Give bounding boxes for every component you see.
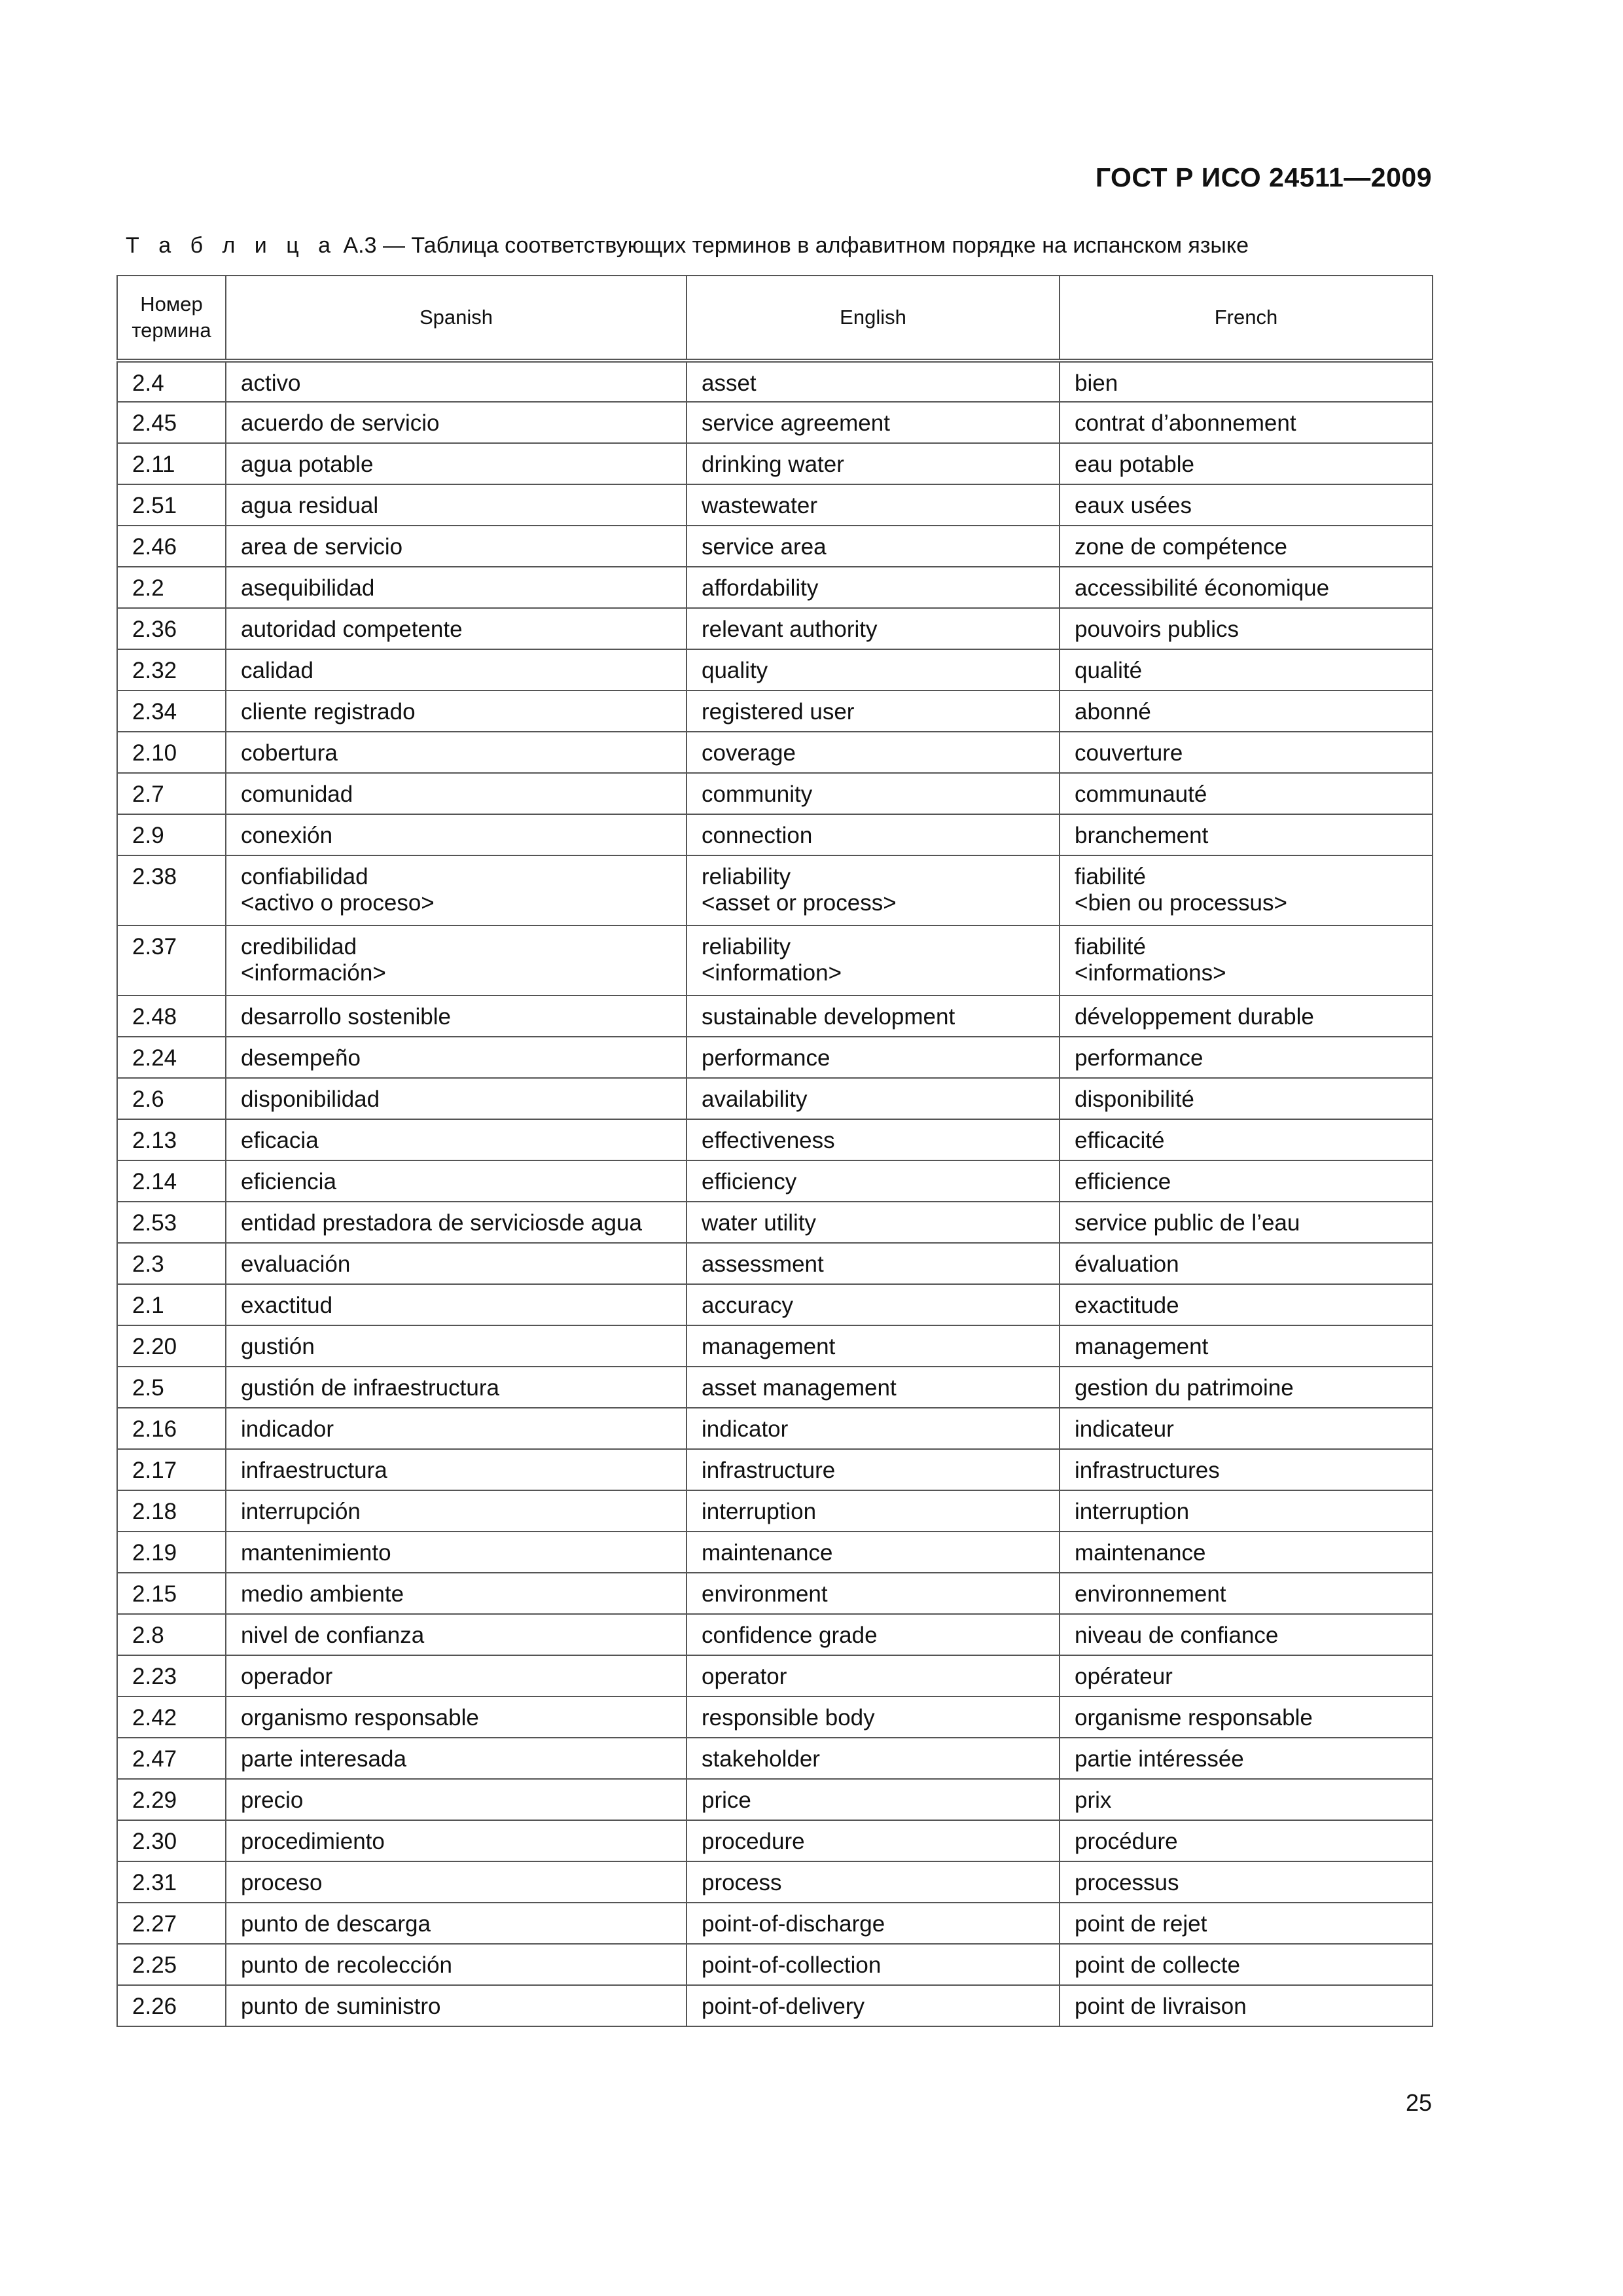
table-row — [117, 1614, 1433, 1655]
table-row — [117, 1037, 1433, 1078]
english-term-cell: community — [687, 773, 1060, 814]
term-number-cell: 2.13 — [117, 1119, 226, 1160]
french-term-cell: opérateur — [1060, 1655, 1433, 1696]
term-number-cell: 2.11 — [117, 443, 226, 484]
spanish-term-cell: punto de suministro — [226, 1985, 687, 2026]
table-row — [117, 1573, 1433, 1614]
term-number-cell: 2.14 — [117, 1160, 226, 1202]
english-term-cell: price — [687, 1779, 1060, 1820]
table-row — [117, 1696, 1433, 1738]
spanish-term-cell: credibilidad <información> — [226, 925, 687, 996]
spanish-term-cell: entidad prestadora de serviciosde agua — [226, 1202, 687, 1243]
table-row — [117, 1532, 1433, 1573]
french-term-cell: niveau de confiance — [1060, 1614, 1433, 1655]
term-number-cell: 2.7 — [117, 773, 226, 814]
term-number-cell: 2.48 — [117, 996, 226, 1037]
table-row — [117, 1078, 1433, 1119]
table-row — [117, 1325, 1433, 1367]
term-number-cell: 2.38 — [117, 855, 226, 925]
term-number-cell: 2.42 — [117, 1696, 226, 1738]
spanish-term-cell: organismo responsable — [226, 1696, 687, 1738]
spanish-term-cell: operador — [226, 1655, 687, 1696]
english-term-cell: registered user — [687, 691, 1060, 732]
table-row — [117, 1449, 1433, 1490]
table-row — [117, 773, 1433, 814]
table-row — [117, 1985, 1433, 2026]
english-term-cell: drinking water — [687, 443, 1060, 484]
english-term-cell: infrastructure — [687, 1449, 1060, 1490]
table-row — [117, 484, 1433, 526]
spanish-term-cell: agua potable — [226, 443, 687, 484]
term-number-cell: 2.20 — [117, 1325, 226, 1367]
french-term-cell: interruption — [1060, 1490, 1433, 1532]
term-number-cell: 2.1 — [117, 1284, 226, 1325]
french-term-cell: management — [1060, 1325, 1433, 1367]
french-term-cell: prix — [1060, 1779, 1433, 1820]
english-term-cell: reliability <information> — [687, 925, 1060, 996]
terms-table-header — [117, 276, 1433, 361]
table-row — [117, 1490, 1433, 1532]
spanish-term-cell: interrupción — [226, 1490, 687, 1532]
term-number-cell: 2.10 — [117, 732, 226, 773]
table-row — [117, 1861, 1433, 1903]
french-term-cell: environnement — [1060, 1573, 1433, 1614]
table-row — [117, 1367, 1433, 1408]
french-term-cell: performance — [1060, 1037, 1433, 1078]
spanish-term-cell: disponibilidad — [226, 1078, 687, 1119]
table-caption — [126, 233, 1249, 259]
french-term-cell: eaux usées — [1060, 484, 1433, 526]
table-row — [117, 996, 1433, 1037]
page-number: 25 — [1405, 2089, 1432, 2116]
spanish-term-cell: eficiencia — [226, 1160, 687, 1202]
spanish-term-cell: gustión — [226, 1325, 687, 1367]
english-term-cell: performance — [687, 1037, 1060, 1078]
header-term-number: Номер термина — [117, 276, 226, 361]
french-term-cell: pouvoirs publics — [1060, 608, 1433, 649]
spanish-term-cell: mantenimiento — [226, 1532, 687, 1573]
french-term-cell: organisme responsable — [1060, 1696, 1433, 1738]
spanish-term-cell: agua residual — [226, 484, 687, 526]
french-term-cell: disponibilité — [1060, 1078, 1433, 1119]
term-number-cell: 2.6 — [117, 1078, 226, 1119]
table-row — [117, 1820, 1433, 1861]
term-number-cell: 2.23 — [117, 1655, 226, 1696]
spanish-term-cell: autoridad competente — [226, 608, 687, 649]
english-term-cell: maintenance — [687, 1532, 1060, 1573]
english-term-cell: procedure — [687, 1820, 1060, 1861]
english-term-cell: confidence grade — [687, 1614, 1060, 1655]
table-row — [117, 855, 1433, 925]
french-term-cell: efficacité — [1060, 1119, 1433, 1160]
english-term-cell: reliability <asset or process> — [687, 855, 1060, 925]
spanish-term-cell: procedimiento — [226, 1820, 687, 1861]
english-term-cell: service agreement — [687, 402, 1060, 443]
table-row — [117, 1944, 1433, 1985]
french-term-cell: accessibilité économique — [1060, 567, 1433, 608]
document-id-header: ГОСТ Р ИСО 24511—2009 — [1095, 162, 1432, 192]
french-term-cell: service public de l’eau — [1060, 1202, 1433, 1243]
english-term-cell: environment — [687, 1573, 1060, 1614]
spanish-term-cell: eficacia — [226, 1119, 687, 1160]
english-term-cell: effectiveness — [687, 1119, 1060, 1160]
english-term-cell: coverage — [687, 732, 1060, 773]
table-row — [117, 1119, 1433, 1160]
table-caption-text: А.3 — Таблица соответствующих терминов в алфавитном порядке на испанском языке — [337, 233, 1249, 258]
table-row — [117, 1903, 1433, 1944]
terms-table — [116, 275, 1433, 2027]
term-number-cell: 2.25 — [117, 1944, 226, 1985]
term-number-cell: 2.19 — [117, 1532, 226, 1573]
french-term-cell: exactitude — [1060, 1284, 1433, 1325]
french-term-cell: partie intéressée — [1060, 1738, 1433, 1779]
english-term-cell: connection — [687, 814, 1060, 855]
spanish-term-cell: exactitud — [226, 1284, 687, 1325]
spanish-term-cell: cobertura — [226, 732, 687, 773]
header-spanish: Spanish — [226, 276, 687, 361]
header-english: English — [687, 276, 1060, 361]
table-row — [117, 443, 1433, 484]
spanish-term-cell: precio — [226, 1779, 687, 1820]
spanish-term-cell: acuerdo de servicio — [226, 402, 687, 443]
table-row — [117, 608, 1433, 649]
french-term-cell: branchement — [1060, 814, 1433, 855]
spanish-term-cell: medio ambiente — [226, 1573, 687, 1614]
table-row — [117, 732, 1433, 773]
french-term-cell: point de collecte — [1060, 1944, 1433, 1985]
term-number-cell: 2.47 — [117, 1738, 226, 1779]
term-number-cell: 2.34 — [117, 691, 226, 732]
spanish-term-cell: desarrollo sostenible — [226, 996, 687, 1037]
term-number-cell: 2.18 — [117, 1490, 226, 1532]
term-number-cell: 2.26 — [117, 1985, 226, 2026]
term-number-cell: 2.46 — [117, 526, 226, 567]
spanish-term-cell: desempeño — [226, 1037, 687, 1078]
french-term-cell: contrat d’abonnement — [1060, 402, 1433, 443]
english-term-cell: water utility — [687, 1202, 1060, 1243]
french-term-cell: abonné — [1060, 691, 1433, 732]
table-row — [117, 1655, 1433, 1696]
spanish-term-cell: comunidad — [226, 773, 687, 814]
term-number-cell: 2.17 — [117, 1449, 226, 1490]
table-row — [117, 691, 1433, 732]
table-row — [117, 925, 1433, 996]
french-term-cell: gestion du patrimoine — [1060, 1367, 1433, 1408]
spanish-term-cell: area de servicio — [226, 526, 687, 567]
english-term-cell: assessment — [687, 1243, 1060, 1284]
table-row — [117, 1284, 1433, 1325]
term-number-cell: 2.29 — [117, 1779, 226, 1820]
table-row — [117, 361, 1433, 402]
term-number-cell: 2.15 — [117, 1573, 226, 1614]
french-term-cell: développement durable — [1060, 996, 1433, 1037]
english-term-cell: relevant authority — [687, 608, 1060, 649]
table-row — [117, 814, 1433, 855]
french-term-cell: fiabilité <bien ou processus> — [1060, 855, 1433, 925]
table-row — [117, 567, 1433, 608]
term-number-cell: 2.4 — [117, 361, 226, 402]
term-number-cell: 2.9 — [117, 814, 226, 855]
english-term-cell: management — [687, 1325, 1060, 1367]
french-term-cell: point de rejet — [1060, 1903, 1433, 1944]
english-term-cell: asset — [687, 361, 1060, 402]
table-row — [117, 1408, 1433, 1449]
english-term-cell: affordability — [687, 567, 1060, 608]
table-row — [117, 1779, 1433, 1820]
table-row — [117, 649, 1433, 691]
term-number-cell: 2.3 — [117, 1243, 226, 1284]
french-term-cell: communauté — [1060, 773, 1433, 814]
english-term-cell: point-of-discharge — [687, 1903, 1060, 1944]
term-number-cell: 2.32 — [117, 649, 226, 691]
french-term-cell: fiabilité <informations> — [1060, 925, 1433, 996]
french-term-cell: bien — [1060, 361, 1433, 402]
spanish-term-cell: parte interesada — [226, 1738, 687, 1779]
spanish-term-cell: activo — [226, 361, 687, 402]
french-term-cell: efficience — [1060, 1160, 1433, 1202]
spanish-term-cell: calidad — [226, 649, 687, 691]
table-caption-label: Т а б л и ц а — [126, 233, 338, 258]
french-term-cell: qualité — [1060, 649, 1433, 691]
spanish-term-cell: asequibilidad — [226, 567, 687, 608]
french-term-cell: zone de compétence — [1060, 526, 1433, 567]
english-term-cell: responsible body — [687, 1696, 1060, 1738]
english-term-cell: accuracy — [687, 1284, 1060, 1325]
term-number-cell: 2.2 — [117, 567, 226, 608]
spanish-term-cell: cliente registrado — [226, 691, 687, 732]
term-number-cell: 2.36 — [117, 608, 226, 649]
spanish-term-cell: nivel de confianza — [226, 1614, 687, 1655]
header-french: French — [1060, 276, 1433, 361]
english-term-cell: wastewater — [687, 484, 1060, 526]
french-term-cell: eau potable — [1060, 443, 1433, 484]
table-row — [117, 1738, 1433, 1779]
french-term-cell: point de livraison — [1060, 1985, 1433, 2026]
term-number-cell: 2.24 — [117, 1037, 226, 1078]
term-number-cell: 2.51 — [117, 484, 226, 526]
french-term-cell: infrastructures — [1060, 1449, 1433, 1490]
spanish-term-cell: evaluación — [226, 1243, 687, 1284]
french-term-cell: procédure — [1060, 1820, 1433, 1861]
english-term-cell: efficiency — [687, 1160, 1060, 1202]
table-row — [117, 1202, 1433, 1243]
english-term-cell: point-of-collection — [687, 1944, 1060, 1985]
term-number-cell: 2.27 — [117, 1903, 226, 1944]
english-term-cell: sustainable development — [687, 996, 1060, 1037]
french-term-cell: couverture — [1060, 732, 1433, 773]
english-term-cell: quality — [687, 649, 1060, 691]
english-term-cell: availability — [687, 1078, 1060, 1119]
terms-table-body — [117, 361, 1433, 2026]
table-row — [117, 1243, 1433, 1284]
term-number-cell: 2.5 — [117, 1367, 226, 1408]
table-row — [117, 526, 1433, 567]
table-row — [117, 1160, 1433, 1202]
term-number-cell: 2.53 — [117, 1202, 226, 1243]
term-number-cell: 2.30 — [117, 1820, 226, 1861]
english-term-cell: point-of-delivery — [687, 1985, 1060, 2026]
french-term-cell: processus — [1060, 1861, 1433, 1903]
spanish-term-cell: gustión de infraestructura — [226, 1367, 687, 1408]
term-number-cell: 2.8 — [117, 1614, 226, 1655]
spanish-term-cell: punto de descarga — [226, 1903, 687, 1944]
french-term-cell: maintenance — [1060, 1532, 1433, 1573]
french-term-cell: évaluation — [1060, 1243, 1433, 1284]
term-number-cell: 2.31 — [117, 1861, 226, 1903]
english-term-cell: process — [687, 1861, 1060, 1903]
term-number-cell: 2.45 — [117, 402, 226, 443]
english-term-cell: stakeholder — [687, 1738, 1060, 1779]
english-term-cell: operator — [687, 1655, 1060, 1696]
spanish-term-cell: infraestructura — [226, 1449, 687, 1490]
spanish-term-cell: conexión — [226, 814, 687, 855]
english-term-cell: asset management — [687, 1367, 1060, 1408]
spanish-term-cell: punto de recolección — [226, 1944, 687, 1985]
term-number-cell: 2.16 — [117, 1408, 226, 1449]
english-term-cell: service area — [687, 526, 1060, 567]
spanish-term-cell: indicador — [226, 1408, 687, 1449]
spanish-term-cell: confiabilidad <activo o proceso> — [226, 855, 687, 925]
french-term-cell: indicateur — [1060, 1408, 1433, 1449]
english-term-cell: indicator — [687, 1408, 1060, 1449]
term-number-cell: 2.37 — [117, 925, 226, 996]
table-row — [117, 402, 1433, 443]
spanish-term-cell: proceso — [226, 1861, 687, 1903]
english-term-cell: interruption — [687, 1490, 1060, 1532]
